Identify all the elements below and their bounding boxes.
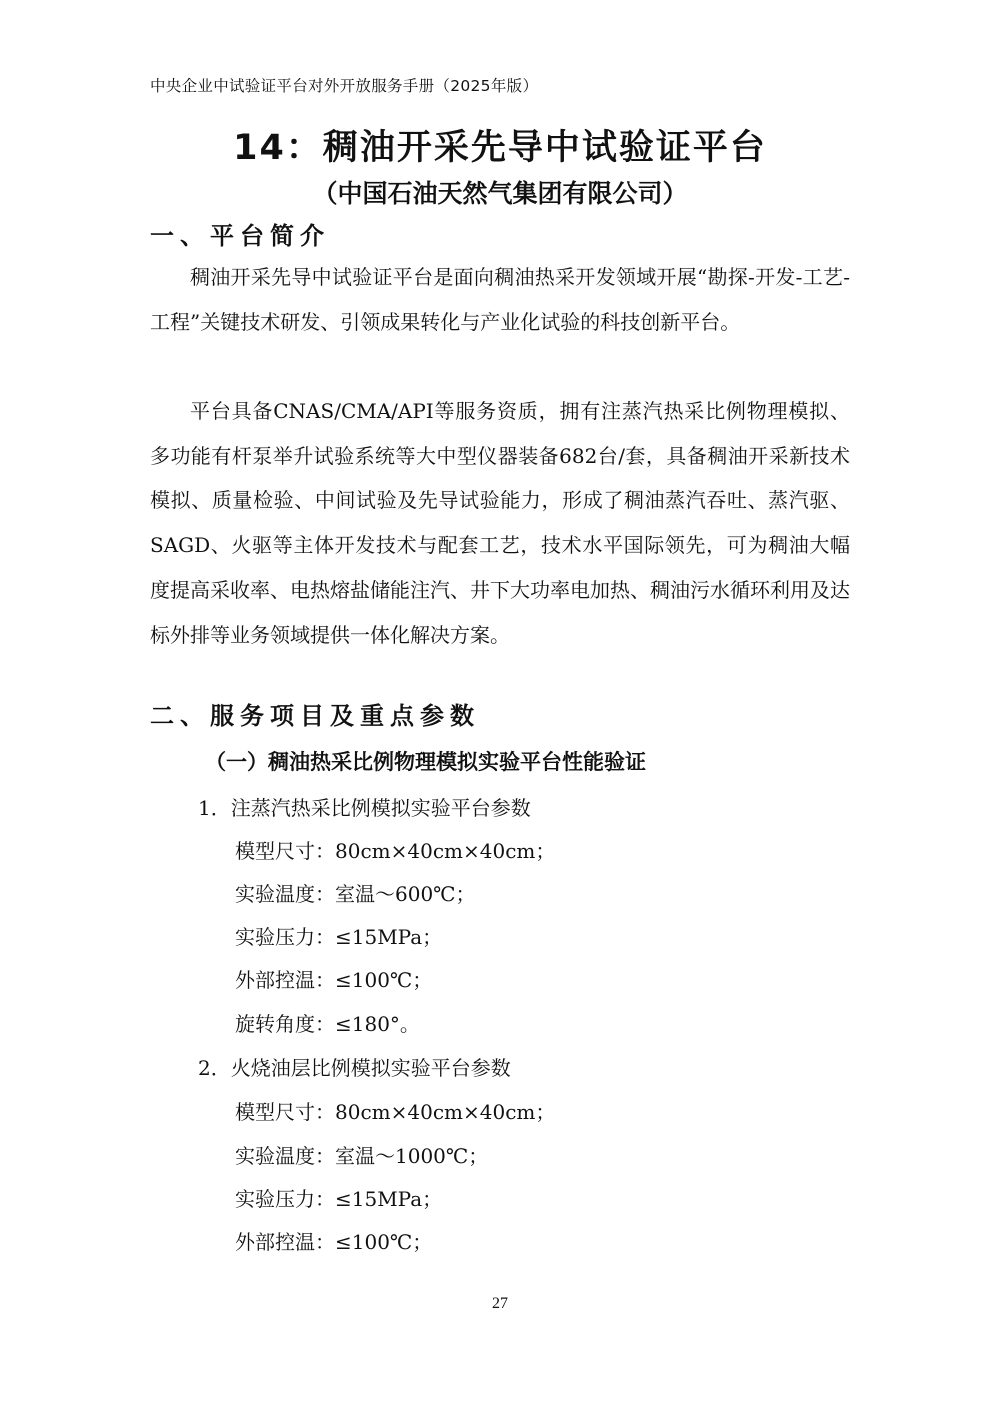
- page-number: 27: [492, 1295, 508, 1312]
- intro-paragraph: 稠油开采先导中试验证平台是面向稠油热采开发领域开展“勘探-开发-工艺-工程”关键技术研发、引领成果转化与产业化试验的科技创新平台。: [150, 265, 850, 334]
- page-subtitle: （中国石油天然气集团有限公司）: [312, 179, 688, 208]
- param-line: 外部控温：≤100℃；: [235, 968, 433, 992]
- param-line: 实验温度：室温～1000℃；: [235, 1144, 489, 1168]
- intro-paragraph: 平台具备CNAS/CMA/API等服务资质，拥有注蒸汽热采比例物理模拟、多功能有杆泵举升试验系统等大中型仪器装备682台/套，具备稠油开采新技术模拟、质量检验、中间试验及先导试验能力，形成了稠油蒸汽吞吐、蒸汽驱、SAGD、火驱等主体开发技术与配套工艺，技术水平国际领先，可为稠油大幅度提高采收率、电热熔盐储能注汽、井下大功率电加热、稠油污水循环利用及达标外排等业务领域提供一体化解决方案。: [150, 399, 850, 647]
- page-title: 14：稠油开采先导中试验证平台: [233, 128, 767, 168]
- section-heading-intro: 一、平台简介: [150, 222, 330, 250]
- param-line: 模型尺寸：80cm×40cm×40cm；: [235, 1100, 556, 1124]
- running-header: 中央企业中试验证平台对外开放服务手册（2025年版）: [150, 77, 539, 95]
- param-line: 实验压力：≤15MPa；: [235, 1187, 443, 1211]
- param-line: 旋转角度：≤180°。: [235, 1012, 420, 1036]
- param-line: 模型尺寸：80cm×40cm×40cm；: [235, 839, 556, 863]
- param-line: 外部控温：≤100℃；: [235, 1230, 433, 1254]
- sub-heading: （一）稠油热采比例物理模拟实验平台性能验证: [205, 750, 646, 774]
- param-line: 实验压力：≤15MPa；: [235, 925, 443, 949]
- section-heading-services: 二、服务项目及重点参数: [150, 702, 480, 730]
- param-line: 实验温度：室温～600℃；: [235, 882, 476, 906]
- list-item-title: 1．注蒸汽热采比例模拟实验平台参数: [198, 796, 531, 820]
- list-item-title: 2．火烧油层比例模拟实验平台参数: [198, 1056, 511, 1080]
